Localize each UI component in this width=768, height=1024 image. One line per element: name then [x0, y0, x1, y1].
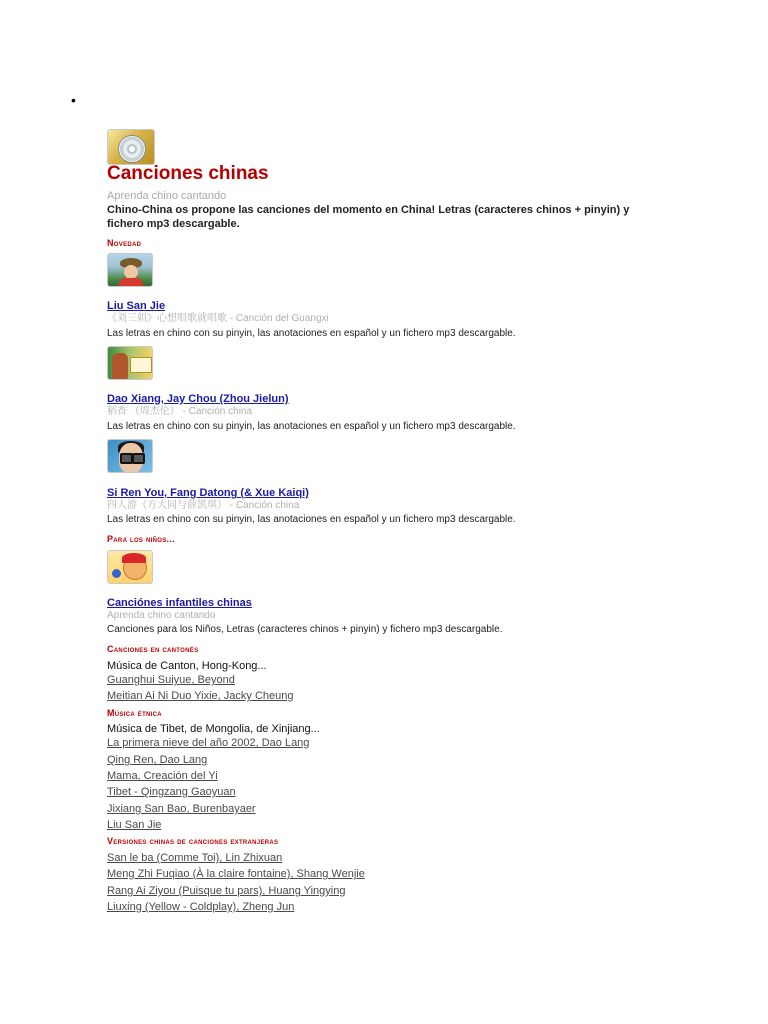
song-link-liu-san-jie[interactable]: Liu San Jie	[107, 300, 166, 312]
song-meta: 稻香 （周杰伦） - Canción china	[107, 406, 253, 417]
song-description: Canciones para los Niños, Letras (caracteres chinos + pinyin) y fichero mp3 descargable.	[107, 624, 503, 635]
section-heading-versiones: Versiones chinas de canciones extranjeras	[107, 836, 279, 846]
song-thumbnail-infantiles[interactable]	[107, 550, 153, 584]
section-heading-ninos: Para los niños...	[107, 534, 175, 544]
song-link[interactable]: Rang Ai Ziyou (Puisque tu pars), Huang Yingying	[107, 885, 346, 897]
song-link[interactable]: Liuxing (Yellow - Coldplay), Zheng Jun	[107, 901, 295, 913]
song-thumbnail-liu-san-jie[interactable]	[107, 253, 153, 287]
song-description: Las letras en chino con su pinyin, las anotaciones en español y un fichero mp3 descargable.	[107, 328, 516, 339]
song-link[interactable]: Meitian Ai Ni Duo Yixie, Jacky Cheung	[107, 690, 294, 702]
song-link[interactable]: La primera nieve del año 2002, Dao Lang	[107, 737, 310, 749]
song-thumbnail-dao-xiang[interactable]	[107, 346, 153, 380]
song-link[interactable]: Mama, Creación del Yi	[107, 770, 218, 782]
section-heading-etnica: Música étnica	[107, 708, 162, 718]
song-link[interactable]: Guanghui Suiyue, Beyond	[107, 674, 235, 686]
section-heading-cantones: Canciones en cantonés	[107, 644, 199, 654]
song-link-infantiles[interactable]: Canciónes infantiles chinas	[107, 597, 252, 609]
song-link[interactable]: Meng Zhi Fuqiao (À la claire fontaine), Shang Wenjie	[107, 868, 365, 880]
golden-cd-icon	[107, 129, 155, 165]
section-intro: Música de Canton, Hong-Kong...	[107, 660, 267, 672]
song-link[interactable]: Qing Ren, Dao Lang	[107, 754, 208, 766]
header-block	[107, 129, 155, 165]
song-meta: Aprenda chino cantando	[107, 610, 216, 621]
section-heading-novedad: Novedad	[107, 238, 142, 248]
song-thumbnail-si-ren-you[interactable]	[107, 439, 153, 473]
song-link[interactable]: Tibet - Qingzang Gaoyuan	[107, 786, 236, 798]
song-meta: 四人游（方大同与薛凯琪） - Canción china	[107, 500, 300, 511]
song-link[interactable]: San le ba (Comme Toi), Lin Zhixuan	[107, 852, 283, 864]
page-intro: Chino-China os propone las canciones del momento en China! Letras (caracteres chinos + pinyin) y fichero mp3 descargable.	[107, 204, 630, 230]
song-link[interactable]: Liu San Jie	[107, 819, 162, 831]
page-title: Canciones chinas	[107, 163, 269, 184]
section-intro: Música de Tibet, de Mongolia, de Xinjiang...	[107, 723, 320, 735]
page-subtitle: Aprenda chino cantando	[107, 190, 227, 202]
song-link[interactable]: Jixiang San Bao, Burenbayaer	[107, 803, 256, 815]
song-link-si-ren-you[interactable]: Si Ren You, Fang Datong (& Xue Kaiqi)	[107, 487, 309, 499]
song-meta: 《刘三姐》心想唱歌就唱歌 - Canción del Guangxi	[107, 313, 329, 324]
song-link-dao-xiang[interactable]: Dao Xiang, Jay Chou (Zhou Jielun)	[107, 393, 289, 405]
song-description: Las letras en chino con su pinyin, las anotaciones en español y un fichero mp3 descargable.	[107, 421, 516, 432]
song-description: Las letras en chino con su pinyin, las anotaciones en español y un fichero mp3 descargable.	[107, 514, 516, 525]
list-bullet: •	[71, 92, 76, 108]
